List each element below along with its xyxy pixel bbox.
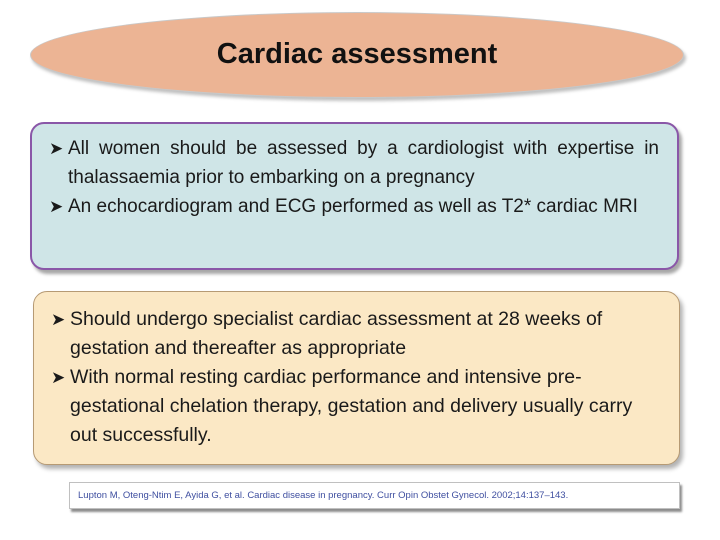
arrow-bullet-icon: ➤: [51, 310, 66, 329]
assessment-box: [30, 122, 679, 270]
specialist-box: [33, 291, 680, 465]
citation-text: Lupton M, Oteng-Ntim E, Ayida G, et al. Cardiac disease in pregnancy. Curr Opin Obstet Gynecol. 2002;14:137–143.: [78, 490, 569, 501]
bullet-item: [49, 192, 659, 221]
slide-title: Cardiac assessment: [216, 37, 498, 70]
arrow-bullet-icon: ➤: [49, 197, 64, 216]
bullet-item: [51, 363, 661, 450]
bullet-text: All women should be assessed by a cardiologist with expertise in thalassaemia prior to embarking on a pregnancy: [68, 138, 659, 188]
bullet-text: Should undergo specialist cardiac assessment at 28 weeks of gestation and thereafter as appropriate: [70, 308, 603, 359]
bullet-text: With normal resting cardiac performance and intensive pre-gestational chelation therapy, gestation and delivery usually carry out successfully.: [70, 366, 633, 446]
bullet-text: An echocardiogram and ECG performed as well as T2* cardiac MRI: [68, 196, 638, 217]
arrow-bullet-icon: ➤: [51, 368, 66, 387]
citation-box: [69, 482, 680, 509]
arrow-bullet-icon: ➤: [49, 139, 64, 158]
bullet-item: [51, 305, 661, 363]
bullet-item: [49, 134, 659, 192]
title-banner: [30, 12, 684, 98]
